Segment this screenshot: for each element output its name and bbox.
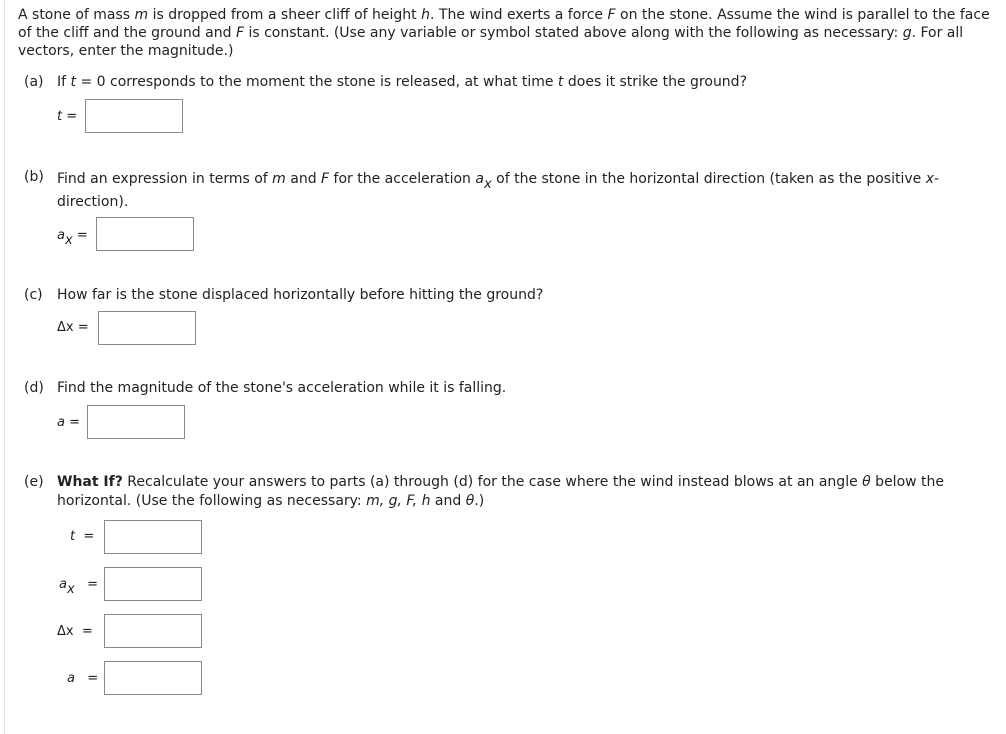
- part-c-label: (c): [24, 287, 43, 303]
- part-b-label: (b): [24, 169, 44, 185]
- answer-label-d: [57, 415, 80, 430]
- answer-label-e-t: [70, 529, 94, 544]
- text: and: [430, 493, 466, 509]
- var-x: x: [925, 171, 934, 187]
- intro-text: A stone of mass: [18, 7, 135, 23]
- equals-sign: =: [87, 577, 98, 592]
- what-if-heading: What If?: [57, 474, 123, 490]
- part-c-text: How far is the stone displaced horizontally before hitting the ground?: [57, 287, 544, 303]
- equals-sign: =: [83, 529, 95, 544]
- answer-label-e-dx: [57, 624, 93, 639]
- var-F: F: [235, 25, 244, 41]
- problem-statement: [18, 6, 1003, 60]
- intro-text: is constant. (Use any variable or symbol stated above along with the following as necessary:: [244, 25, 903, 41]
- text: and: [285, 171, 322, 187]
- answer-label-c: [57, 320, 89, 335]
- equals-sign: =: [76, 228, 88, 243]
- var-h: h: [421, 7, 430, 23]
- text: does it strike the ground?: [563, 74, 748, 90]
- answer-label-e-ax: [59, 577, 98, 597]
- text: Recalculate your answers to parts (a) through (d) for the case where the wind instead blows at an angle: [122, 474, 863, 490]
- answer-input-e-ax[interactable]: [105, 568, 201, 600]
- var-a: a: [57, 228, 65, 243]
- answer-box-c[interactable]: [98, 311, 196, 345]
- var-theta: θ: [862, 474, 871, 490]
- var-a: a: [57, 415, 65, 430]
- intro-text: . For all vectors, enter the magnitude.): [18, 25, 964, 59]
- text: -direction).: [57, 171, 940, 210]
- answer-label-b: [57, 228, 88, 248]
- answer-input-ax[interactable]: [97, 218, 193, 250]
- answer-input-a[interactable]: [88, 406, 184, 438]
- answer-label-a: [57, 109, 77, 124]
- answer-input-t[interactable]: [86, 100, 182, 132]
- part-a-label: (a): [24, 74, 44, 90]
- var-a: a: [475, 171, 484, 187]
- text: If: [57, 74, 71, 90]
- text: = 0 corresponds to the moment the stone is released, at what time: [76, 74, 558, 90]
- subscript-x: x: [66, 582, 75, 597]
- var-list: m, g, F, h: [366, 493, 431, 509]
- var-delta-x: Δx: [57, 624, 74, 639]
- var-a: a: [59, 577, 67, 592]
- answer-box-e-dx[interactable]: [104, 614, 202, 648]
- answer-input-e-dx[interactable]: [105, 615, 201, 647]
- equals-sign: =: [81, 624, 93, 639]
- answer-box-e-t[interactable]: [104, 520, 202, 554]
- var-t: t: [70, 74, 77, 90]
- var-t: t: [557, 74, 564, 90]
- answer-box-a[interactable]: [85, 99, 183, 133]
- answer-box-b[interactable]: [96, 217, 194, 251]
- answer-input-dx[interactable]: [99, 312, 195, 344]
- answer-box-e-ax[interactable]: [104, 567, 202, 601]
- var-a: a: [67, 671, 75, 686]
- part-e-text: [57, 473, 977, 511]
- text: below the horizontal. (Use the following as necessary:: [57, 474, 945, 509]
- part-b-text: [57, 168, 977, 214]
- intro-text: is dropped from a sheer cliff of height: [148, 7, 422, 23]
- var-t: t: [57, 109, 63, 124]
- text: for the acceleration: [329, 171, 476, 187]
- equals-sign: =: [77, 320, 89, 335]
- answer-input-e-a[interactable]: [105, 662, 201, 694]
- part-a-text: [57, 73, 977, 92]
- var-t: t: [70, 529, 76, 544]
- var-delta-x: Δx: [57, 320, 74, 335]
- intro-text: . The wind exerts a force: [430, 7, 608, 23]
- var-m: m: [134, 7, 149, 23]
- answer-box-d[interactable]: [87, 405, 185, 439]
- answer-label-e-a: [67, 671, 98, 686]
- part-d-label: (d): [24, 380, 44, 396]
- intro-text: on the stone. Assume the wind is parallel to the face of the cliff and the ground and: [18, 7, 990, 41]
- var-F: F: [321, 171, 330, 187]
- part-d-text: Find the magnitude of the stone's acceleration while it is falling.: [57, 380, 507, 396]
- text: Find an expression in terms of: [57, 171, 273, 187]
- var-m: m: [272, 171, 286, 187]
- subscript-x: x: [483, 177, 492, 192]
- text: .): [474, 493, 485, 509]
- subscript-x: x: [64, 233, 73, 248]
- answer-box-e-a[interactable]: [104, 661, 202, 695]
- text: of the stone in the horizontal direction (taken as the positive: [491, 171, 926, 187]
- equals-sign: =: [69, 415, 81, 430]
- var-g: g: [902, 25, 912, 41]
- answer-input-e-t[interactable]: [105, 521, 201, 553]
- var-theta: θ: [465, 493, 475, 509]
- var-F: F: [607, 7, 616, 23]
- part-e-label: (e): [24, 474, 44, 490]
- equals-sign: =: [66, 109, 78, 124]
- equals-sign: =: [87, 671, 99, 686]
